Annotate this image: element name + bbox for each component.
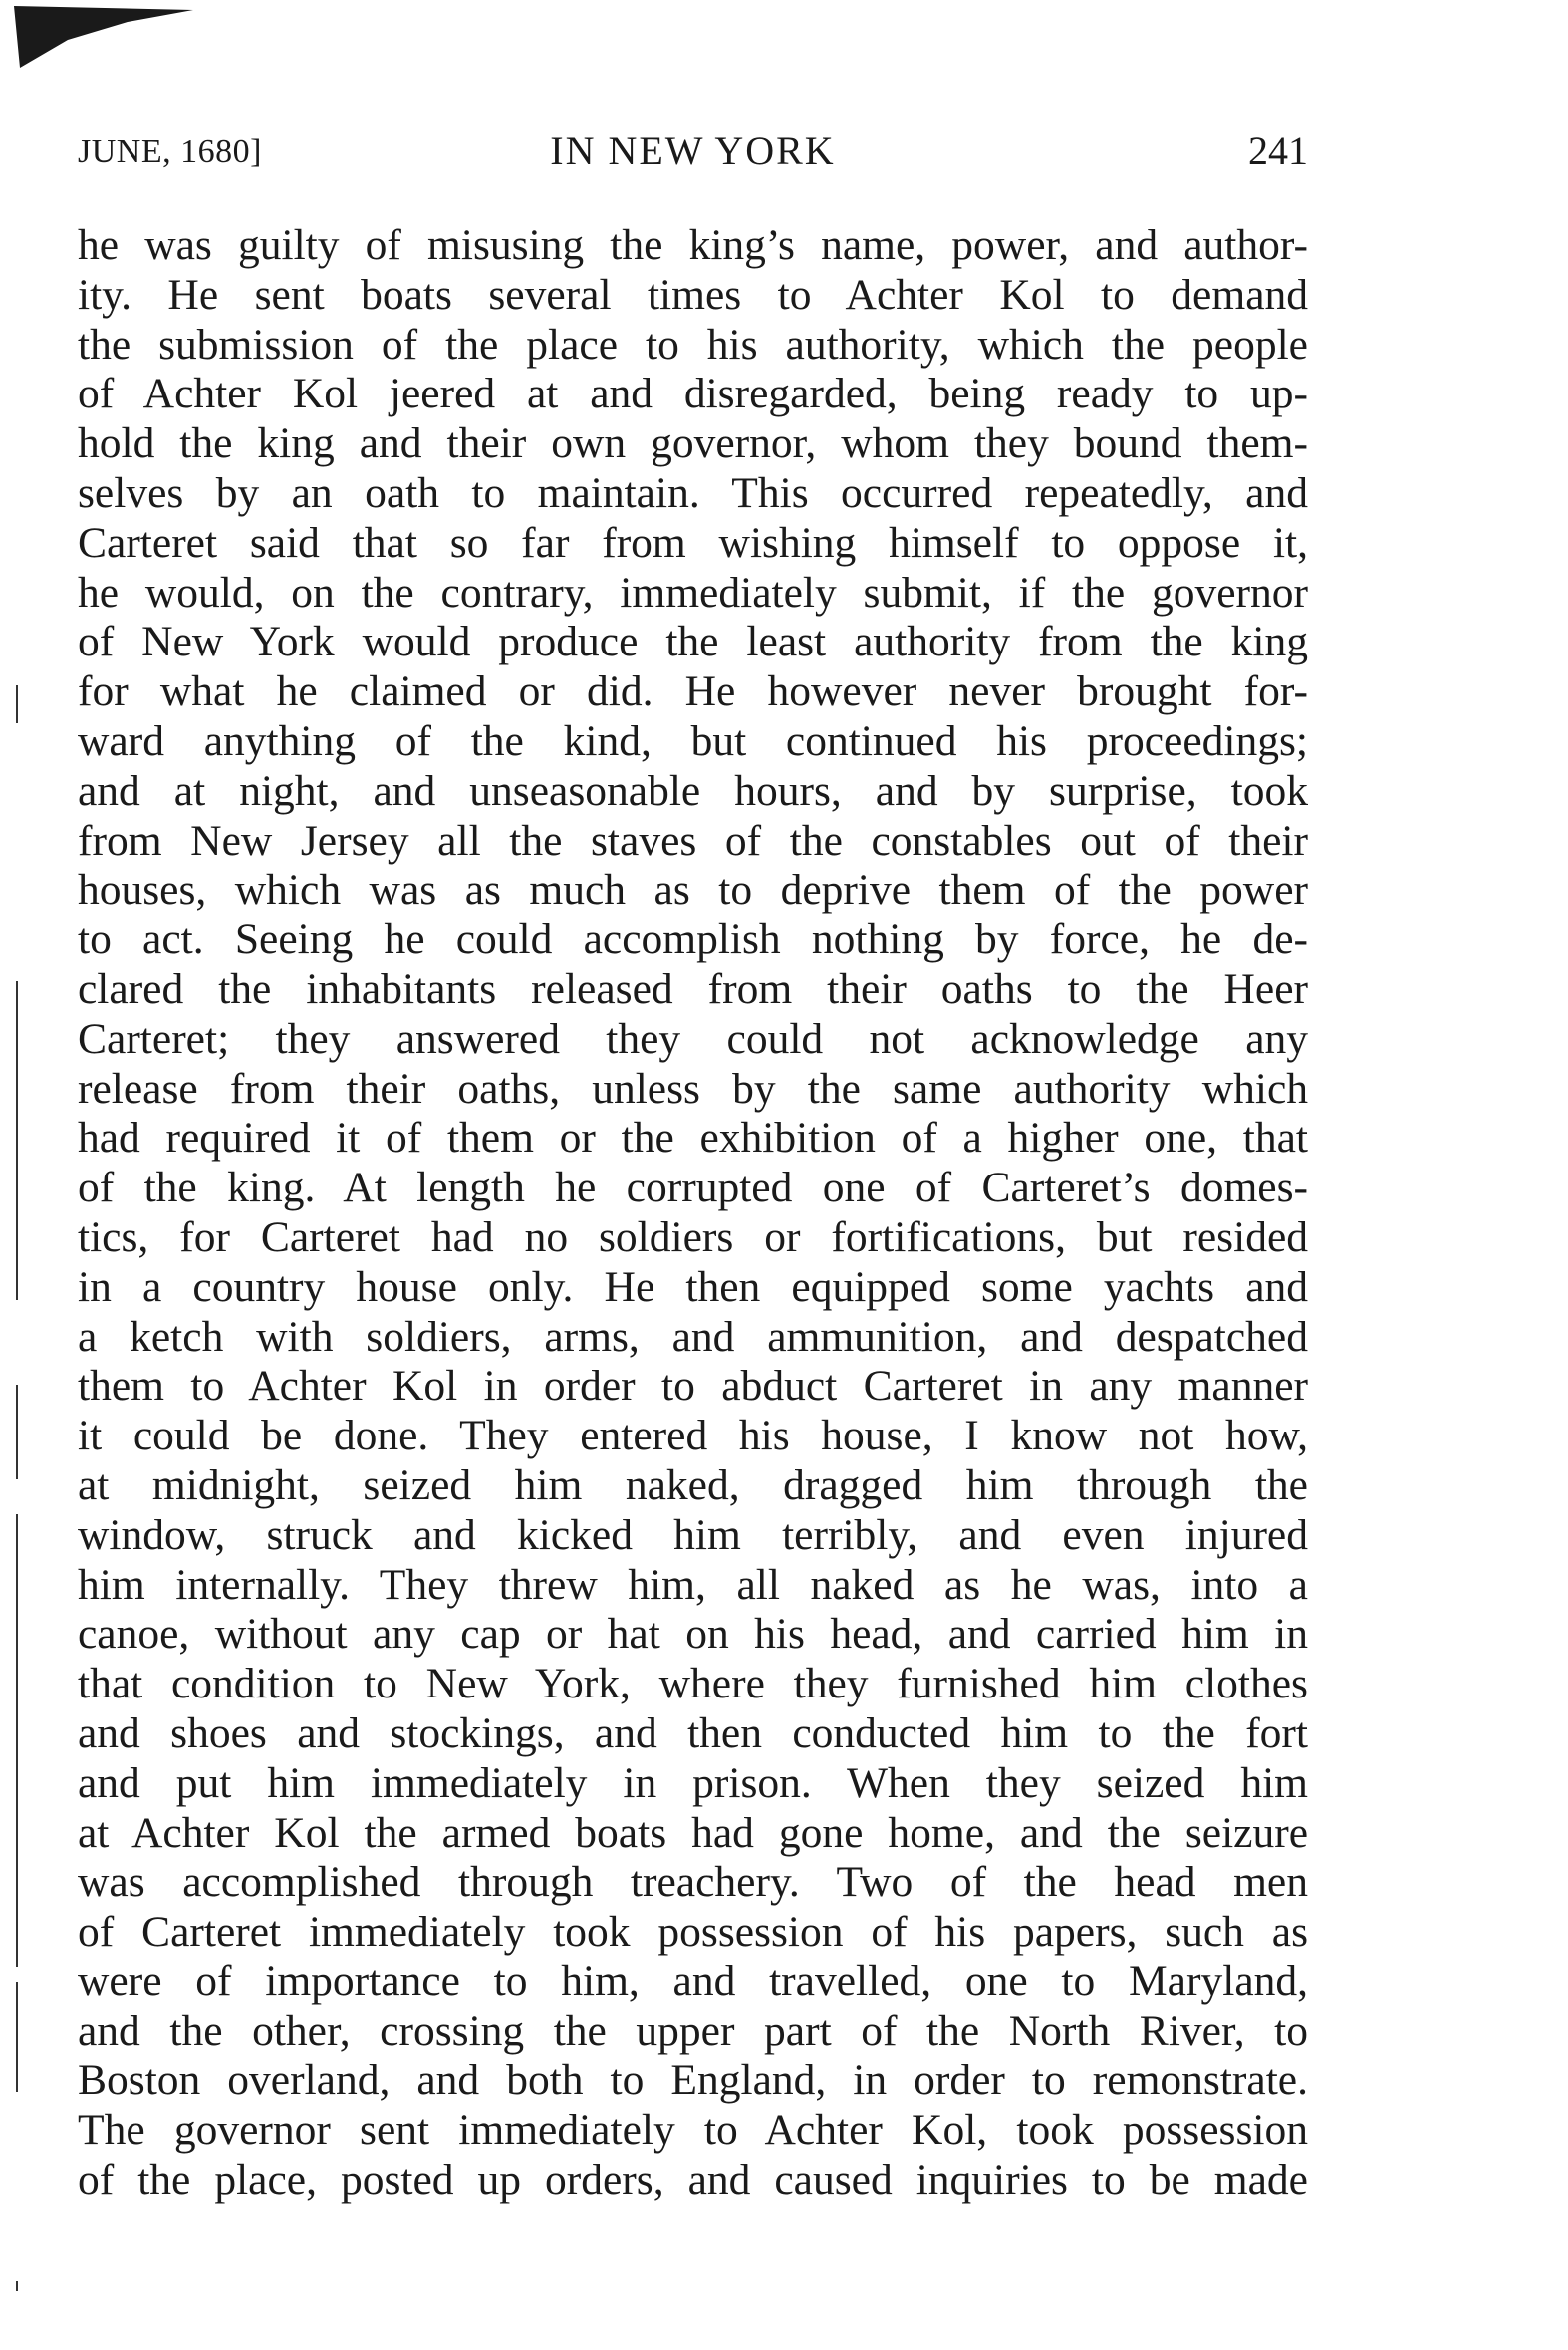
text-line: houses, which was as much as to deprive them of the power <box>78 866 1308 914</box>
text-line: tics, for Carteret had no soldiers or fortifications, but resided <box>78 1212 1308 1261</box>
margin-mark <box>16 1982 18 2092</box>
text-line: at Achter Kol the armed boats had gone home, and the seizure <box>78 1808 1308 1857</box>
text-line: The governor sent immediately to Achter Kol, took possession <box>78 2106 1308 2155</box>
margin-mark <box>16 981 18 1300</box>
text-line: had required it of them or the exhibition of a higher one, that <box>78 1114 1308 1163</box>
text-line: ward anything of the kind, but continued his proceedings; <box>78 716 1308 765</box>
text-line: it could be done. They entered his house, I know not how, <box>78 1412 1308 1460</box>
body-text <box>78 221 1308 2206</box>
text-line: and put him immediately in prison. When they seized him <box>78 1758 1308 1807</box>
text-line: from New Jersey all the staves of the constables out of their <box>78 816 1308 865</box>
text-line: of the king. At length he corrupted one of Carteret’s domes- <box>78 1164 1308 1212</box>
text-line: release from their oaths, unless by the same authority which <box>78 1064 1308 1113</box>
text-line: was accomplished through treachery. Two of the head men <box>78 1858 1308 1907</box>
text-line: Carteret said that so far from wishing himself to oppose it, <box>78 518 1308 567</box>
text-line: he was guilty of misusing the king’s name, power, and author- <box>78 221 1308 269</box>
text-line: Carteret; they answered they could not acknowledge any <box>78 1014 1308 1063</box>
running-header <box>78 128 1308 187</box>
text-line: in a country house only. He then equipped some yachts and <box>78 1262 1308 1311</box>
text-line: of Carteret immediately took possession of his papers, such as <box>78 1908 1308 1957</box>
margin-mark <box>16 2281 18 2291</box>
text-line: a ketch with soldiers, arms, and ammunition, and despatched <box>78 1312 1308 1361</box>
text-line: at midnight, seized him naked, dragged him through the <box>78 1460 1308 1509</box>
scan-corner-mark <box>8 0 197 70</box>
text-line: him internally. They threw him, all naked as he was, into a <box>78 1560 1308 1609</box>
text-line: that condition to New York, where they furnished him clothes <box>78 1660 1308 1708</box>
text-line: them to Achter Kol in order to abduct Carteret in any manner <box>78 1362 1308 1411</box>
text-line: and shoes and stockings, and then conducted him to the fort <box>78 1708 1308 1757</box>
text-line: he would, on the contrary, immediately submit, if the governor <box>78 568 1308 617</box>
header-title: IN NEW YORK <box>550 129 836 173</box>
text-line: of the place, posted up orders, and caused inquiries to be made <box>78 2156 1308 2205</box>
page-number: 241 <box>1248 129 1308 173</box>
text-line: clared the inhabitants released from their oaths to the Heer <box>78 964 1308 1013</box>
text-line: of New York would produce the least authority from the king <box>78 618 1308 666</box>
text-line: to act. Seeing he could accomplish nothing by force, he de- <box>78 915 1308 964</box>
header-date: JUNE, 1680] <box>78 133 262 170</box>
text-line: ity. He sent boats several times to Achter Kol to demand <box>78 270 1308 319</box>
text-line: for what he claimed or did. He however never brought for- <box>78 667 1308 716</box>
text-line: and at night, and unseasonable hours, and by surprise, took <box>78 766 1308 815</box>
text-line: were of importance to him, and travelled, one to Maryland, <box>78 1957 1308 2005</box>
margin-mark <box>16 1514 18 1967</box>
text-line: hold the king and their own governor, whom they bound them- <box>78 419 1308 468</box>
text-line: and the other, crossing the upper part of the North River, to <box>78 2006 1308 2055</box>
text-line: Boston overland, and both to England, in order to remonstrate. <box>78 2056 1308 2105</box>
text-line: selves by an oath to maintain. This occurred repeatedly, and <box>78 468 1308 517</box>
text-line: window, struck and kicked him terribly, and even injured <box>78 1510 1308 1559</box>
margin-mark <box>16 1385 18 1479</box>
margin-mark <box>16 685 18 723</box>
text-line: the submission of the place to his authority, which the people <box>78 320 1308 369</box>
text-line: of Achter Kol jeered at and disregarded, being ready to up- <box>78 370 1308 418</box>
text-line: canoe, without any cap or hat on his head, and carried him in <box>78 1610 1308 1659</box>
